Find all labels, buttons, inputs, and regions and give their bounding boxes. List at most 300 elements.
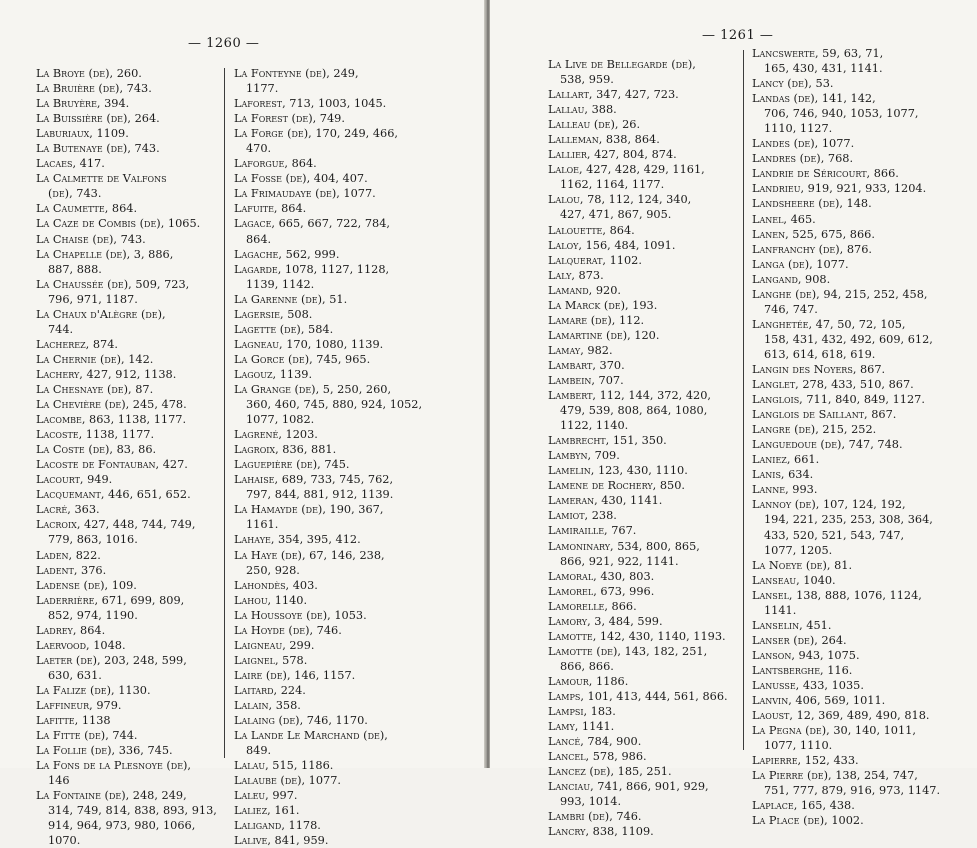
index-entry	[752, 422, 940, 437]
index-entry-text: Lanen, 525, 675, 866.	[752, 227, 875, 241]
index-entry	[752, 151, 940, 166]
index-entry	[752, 196, 940, 211]
index-entry-text: Laloy, 156, 484, 1091.	[548, 238, 676, 252]
index-entry-continuation: 796, 971, 1187.	[48, 292, 138, 306]
index-entry-continuation: 1070.	[48, 834, 81, 848]
index-entry-continuation: 314, 749, 814, 838, 893, 913,	[48, 804, 217, 818]
index-entry-text: Lallier, 427, 804, 874.	[548, 148, 677, 162]
index-entry-text: Lamelin, 123, 430, 1110.	[548, 464, 688, 478]
index-entry-text: Ladrey, 864.	[36, 623, 106, 637]
index-entry	[234, 668, 422, 683]
index-entry-text: Lalaube (de), 1077.	[234, 774, 342, 788]
index-entry-text: Lalau, 515, 1186.	[234, 759, 334, 773]
index-column	[548, 57, 728, 839]
index-entry	[234, 728, 422, 758]
index-entry-text: Lacoste, 1138, 1177.	[36, 428, 155, 442]
index-entry-text: La Fons de la Plesnoye (de),	[36, 759, 192, 773]
index-entry-text: Lamartine (de), 120.	[548, 328, 660, 342]
index-entry	[234, 442, 422, 457]
index-entry	[36, 111, 217, 126]
index-column	[752, 46, 940, 828]
index-entry-text: Lamay, 982.	[548, 343, 613, 357]
index-entry-text: Lalleau (de), 26.	[548, 118, 641, 132]
index-entry	[234, 111, 422, 126]
index-entry	[548, 749, 728, 764]
index-entry	[752, 136, 940, 151]
index-entry-text: Lanson, 943, 1075.	[752, 648, 860, 662]
index-entry-text: Langre (de), 215, 252.	[752, 423, 877, 437]
index-entry-text: Lahondès, 403.	[234, 578, 318, 592]
index-entry-text: Lacquemant, 446, 651, 652.	[36, 488, 191, 502]
index-entry-text: Lalouette, 864.	[548, 223, 635, 237]
index-entry-text: Lacroix, 427, 448, 744, 749,	[36, 518, 196, 532]
index-entry-text: Lamoral, 430, 803.	[548, 569, 655, 583]
index-entry	[234, 833, 422, 848]
index-entry-text: Lamy, 1141.	[548, 720, 615, 734]
index-entry-text: Laervood, 1048.	[36, 638, 126, 652]
index-entry-text: Lancy (de), 53.	[752, 77, 834, 91]
index-entry-text: La Chapelle (de), 3, 886,	[36, 247, 174, 261]
index-entry-text: Lambrecht, 151, 350.	[548, 434, 667, 448]
index-entry	[548, 192, 728, 222]
index-entry-continuation: 866, 921, 922, 1141.	[560, 554, 679, 568]
index-entry-text: La Caze de Combis (de), 1065.	[36, 217, 201, 231]
index-entry	[548, 87, 728, 102]
index-entry-continuation: 613, 614, 618, 619.	[764, 347, 876, 361]
index-entry	[548, 539, 728, 569]
index-entry	[548, 117, 728, 132]
index-entry	[752, 753, 940, 768]
index-entry-text: Laplace, 165, 438.	[752, 799, 855, 813]
index-entry-continuation: 360, 460, 745, 880, 924, 1052,	[246, 398, 423, 412]
index-entry-continuation: 849.	[246, 744, 272, 758]
index-entry	[752, 633, 940, 648]
index-entry	[548, 599, 728, 614]
index-entry-text: Laloe, 427, 428, 429, 1161,	[548, 163, 705, 177]
index-entry	[752, 813, 940, 828]
index-entry	[548, 57, 728, 87]
index-entry-text: La Lande Le Marchand (de),	[234, 729, 388, 743]
index-entry-text: Langin des Noyers, 867.	[752, 362, 886, 376]
index-entry	[752, 317, 940, 362]
index-entry	[548, 147, 728, 162]
index-entry-text: Lambein, 707.	[548, 373, 624, 387]
index-entry-text: Lanselin, 451.	[752, 618, 832, 632]
index-entry-text: Lamare (de), 112.	[548, 313, 645, 327]
index-entry-text: Laniez, 661.	[752, 453, 820, 467]
page-number: — 1261 —	[702, 28, 774, 43]
index-column	[36, 66, 217, 848]
index-entry	[548, 644, 728, 674]
index-entry-text: Lampsi, 183.	[548, 705, 616, 719]
index-entry-text: Lagroix, 836, 881.	[234, 443, 337, 457]
index-entry-text: Laleu, 997.	[234, 789, 298, 803]
index-entry	[548, 298, 728, 313]
index-entry	[548, 493, 728, 508]
index-entry-text: Lamiraille, 767.	[548, 524, 637, 538]
index-entry	[234, 201, 422, 216]
index-entry-text: Lanel, 465.	[752, 212, 816, 226]
index-entry-text: Laignel, 578.	[234, 653, 308, 667]
index-entry	[234, 171, 422, 186]
index-entry	[548, 824, 728, 839]
index-entry-continuation: 1162, 1164, 1177.	[560, 178, 665, 192]
index-entry-continuation: 1177.	[246, 82, 279, 96]
index-entry-text: Lafuite, 864.	[234, 202, 307, 216]
index-entry	[234, 788, 422, 803]
index-entry-text: Laigneau, 299.	[234, 638, 315, 652]
column-divider	[743, 50, 744, 750]
index-entry	[548, 132, 728, 147]
index-entry	[752, 46, 940, 76]
index-entry-text: Laoust, 12, 369, 489, 490, 818.	[752, 709, 930, 723]
index-entry	[752, 467, 940, 482]
index-entry	[36, 517, 217, 547]
index-entry	[752, 452, 940, 467]
index-entry	[234, 66, 422, 96]
page-number: — 1260 —	[188, 36, 260, 51]
index-entry-text: Lagache, 562, 999.	[234, 247, 340, 261]
index-entry-text: La Falize (de), 1130.	[36, 683, 151, 697]
index-entry-text: Lanser (de), 264.	[752, 633, 847, 647]
index-entry	[548, 433, 728, 448]
index-entry-text: Lamotte, 142, 430, 1140, 1193.	[548, 629, 726, 643]
index-entry	[234, 653, 422, 668]
index-entry	[548, 313, 728, 328]
index-entry-text: Lancel, 578, 986.	[548, 750, 647, 764]
index-entry-text: Lallart, 347, 427, 723.	[548, 88, 679, 102]
index-entry-text: La Bruyère, 394.	[36, 97, 130, 111]
index-entry-text: Langand, 908.	[752, 272, 831, 286]
index-column	[234, 66, 422, 848]
index-entry	[36, 623, 217, 638]
index-entry	[752, 91, 940, 136]
index-entry-continuation: 538, 959.	[560, 73, 614, 87]
index-entry-continuation: 993, 1014.	[560, 795, 622, 809]
index-entry	[548, 508, 728, 523]
index-entry-text: Landrie de Séricourt, 866.	[752, 167, 899, 181]
index-entry	[36, 442, 217, 457]
index-entry-text: Lamps, 101, 413, 444, 561, 866.	[548, 689, 728, 703]
index-entry-text: Landas (de), 141, 142,	[752, 92, 876, 106]
index-entry-text: Lamorelle, 866.	[548, 599, 637, 613]
index-entry	[548, 719, 728, 734]
index-entry	[234, 532, 422, 547]
index-entry-continuation: 1122, 1140.	[560, 419, 629, 433]
index-entry	[234, 352, 422, 367]
index-entry	[234, 593, 422, 608]
index-entry-text: Lahaise, 689, 733, 745, 762,	[234, 473, 394, 487]
index-entry	[752, 362, 940, 377]
index-entry	[548, 764, 728, 779]
index-entry	[752, 573, 940, 588]
index-entry-text: Lalain, 358.	[234, 698, 301, 712]
index-entry-text: La Forge (de), 170, 249, 466,	[234, 127, 399, 141]
index-entry-text: Lamory, 3, 484, 599.	[548, 614, 663, 628]
index-entry-text: Lagouz, 1139.	[234, 367, 313, 381]
index-entry	[752, 497, 940, 557]
index-entry-text: Lansel, 138, 888, 1076, 1124,	[752, 588, 922, 602]
index-entry-text: Langlois, 711, 840, 849, 1127.	[752, 393, 925, 407]
index-entry	[36, 563, 217, 578]
index-entry-text: Lancez (de), 185, 251.	[548, 765, 672, 779]
index-entry	[752, 227, 940, 242]
index-entry-text: Lancswerte, 59, 63, 71,	[752, 47, 884, 60]
index-entry	[234, 307, 422, 322]
index-entry-continuation: 158, 431, 432, 492, 609, 612,	[764, 332, 933, 346]
index-entry	[36, 126, 217, 141]
index-entry-text: Laligand, 1178.	[234, 819, 321, 833]
index-entry-continuation: 1077, 1205.	[764, 543, 833, 557]
index-entry-text: Lagneau, 170, 1080, 1139.	[234, 337, 384, 351]
index-entry-text: Landes (de), 1077.	[752, 137, 855, 151]
index-entry-text: Languedoue (de), 747, 748.	[752, 438, 903, 452]
index-entry-text: Ladense (de), 109.	[36, 578, 137, 592]
index-entry-text: La Fonteyne (de), 249,	[234, 67, 359, 80]
index-entry	[548, 704, 728, 719]
index-entry	[548, 809, 728, 824]
index-entry-continuation: 1110, 1127.	[764, 122, 833, 136]
index-entry-text: La Grange (de), 5, 250, 260,	[234, 382, 392, 396]
index-entry-text: Lagersie, 508.	[234, 307, 313, 321]
index-entry-text: Lalquerat, 1102.	[548, 253, 642, 267]
index-entry-text: La Noeye (de), 81.	[752, 558, 853, 572]
index-entry-text: La Caumette, 864.	[36, 202, 138, 216]
index-entry-text: Lanseau, 1040.	[752, 573, 836, 587]
index-entry-text: Lanciau, 741, 866, 901, 929,	[548, 780, 709, 794]
index-entry-text: Lalleman, 838, 864.	[548, 133, 660, 147]
index-entry-text: Lacombe, 863, 1138, 1177.	[36, 413, 187, 427]
index-entry	[752, 242, 940, 257]
index-entry	[548, 102, 728, 117]
index-entry	[36, 232, 217, 247]
index-entry	[752, 287, 940, 317]
index-entry-continuation: 852, 974, 1190.	[48, 608, 138, 622]
index-entry	[36, 758, 217, 788]
index-entry-text: La Chaussée (de), 509, 723,	[36, 277, 190, 291]
index-entry-text: La Live de Bellegarde (de),	[548, 58, 696, 71]
index-entry-continuation: 470.	[246, 142, 272, 156]
index-entry-text: Lancé, 784, 900.	[548, 735, 642, 749]
index-entry-text: La Fosse (de), 404, 407.	[234, 172, 368, 186]
index-entry-text: La Buissière (de), 264.	[36, 112, 160, 126]
index-entry	[36, 788, 217, 848]
index-entry	[36, 367, 217, 382]
index-entry-text: Lamene de Rochery, 850.	[548, 479, 685, 493]
index-entry	[234, 367, 422, 382]
index-entry-continuation: 887, 888.	[48, 262, 102, 276]
index-entry	[36, 171, 217, 201]
index-entry	[548, 373, 728, 388]
right-page	[490, 0, 977, 839]
index-entry	[548, 463, 728, 478]
index-entry-text: Ladent, 376.	[36, 563, 107, 577]
index-entry	[548, 779, 728, 809]
index-entry-text: Lambert, 112, 144, 372, 420,	[548, 389, 711, 403]
index-entry	[752, 768, 940, 798]
index-entry-text: Laforest, 713, 1003, 1045.	[234, 97, 387, 111]
index-entry-text: Lagette (de), 584.	[234, 322, 334, 336]
index-entry-continuation: 479, 539, 808, 864, 1080,	[560, 404, 708, 418]
index-entry-text: Lachery, 427, 912, 1138.	[36, 367, 177, 381]
index-entry	[234, 262, 422, 292]
index-entry-continuation: 1161.	[246, 518, 279, 532]
index-entry	[752, 392, 940, 407]
index-entry-text: Landrieu, 919, 921, 933, 1204.	[752, 182, 927, 196]
index-entry-text: La Chaise (de), 743.	[36, 232, 146, 246]
index-entry-text: Lambart, 370.	[548, 358, 625, 372]
index-entry	[548, 268, 728, 283]
index-entry-continuation: 779, 863, 1016.	[48, 533, 138, 547]
index-entry-text: La Garenne (de), 51.	[234, 292, 348, 306]
index-entry	[36, 352, 217, 367]
index-entry-text: Lambri (de), 746.	[548, 810, 642, 824]
index-entry	[36, 728, 217, 743]
index-entry-text: Lamoninary, 534, 800, 865,	[548, 539, 700, 553]
index-entry-text: La Chaux d'Alègre (de),	[36, 307, 166, 321]
index-entry	[752, 663, 940, 678]
index-entry-text: La Hoyde (de), 746.	[234, 623, 342, 637]
index-entry-continuation: 1077, 1110.	[764, 739, 833, 753]
index-entry-text: Lalaing (de), 746, 1170.	[234, 714, 368, 728]
index-entry-text: Lancry, 838, 1109.	[548, 825, 654, 839]
index-entry-text: Lannoy (de), 107, 124, 192,	[752, 498, 906, 512]
index-entry-text: La Frimaudaye (de), 1077.	[234, 187, 376, 201]
index-entry	[36, 247, 217, 277]
index-entry	[36, 307, 217, 337]
column-divider	[224, 68, 225, 758]
index-entry-text: Lamour, 1186.	[548, 674, 629, 688]
index-entry	[548, 238, 728, 253]
index-entry-continuation: 706, 746, 940, 1053, 1077,	[764, 107, 919, 121]
index-entry-text: Lanfranchy (de), 876.	[752, 242, 873, 256]
index-entry	[548, 478, 728, 493]
index-entry-text: Laderrière, 671, 699, 809,	[36, 593, 185, 607]
index-entry-text: Lacherez, 874.	[36, 337, 118, 351]
index-entry	[548, 253, 728, 268]
index-entry-text: Laburiaux, 1109.	[36, 127, 129, 141]
index-entry-continuation: 146	[48, 774, 70, 788]
index-entry-text: La Bruière (de), 743.	[36, 82, 152, 96]
index-entry	[234, 457, 422, 472]
index-entry	[234, 623, 422, 638]
index-entry-text: La Coste (de), 83, 86.	[36, 443, 157, 457]
index-entry-text: Lahaye, 354, 395, 412.	[234, 533, 361, 547]
index-entry-text: Lamiot, 238.	[548, 509, 617, 523]
index-entry-text: Lanvin, 406, 569, 1011.	[752, 694, 886, 708]
index-entry	[752, 588, 940, 618]
index-entry-text: Laly, 873.	[548, 268, 604, 282]
index-entry-continuation: 1141.	[764, 603, 797, 617]
index-entry-text: Lamand, 920.	[548, 283, 621, 297]
index-entry-text: Laire (de), 146, 1157.	[234, 668, 356, 682]
index-entry-text: La Pierre (de), 138, 254, 747,	[752, 769, 918, 783]
index-entry-text: La Fontaine (de), 248, 249,	[36, 789, 187, 803]
index-entry	[36, 216, 217, 231]
index-entry-text: Lapierre, 152, 433.	[752, 754, 859, 768]
index-entry	[234, 126, 422, 156]
index-entry	[548, 283, 728, 298]
index-entry	[548, 629, 728, 644]
index-entry-text: Laffineur, 979.	[36, 698, 122, 712]
index-entry-text: La Hamayde (de), 190, 367,	[234, 503, 384, 517]
index-entry-text: Langhe (de), 94, 215, 252, 458,	[752, 287, 928, 301]
index-entry	[234, 96, 422, 111]
index-entry	[36, 713, 217, 728]
index-entry	[36, 397, 217, 412]
index-entry-text: La Place (de), 1002.	[752, 814, 864, 828]
index-entry	[234, 683, 422, 698]
index-entry	[36, 277, 217, 307]
index-entry	[234, 382, 422, 427]
index-entry-text: Landsheere (de), 148.	[752, 197, 872, 211]
index-entry	[36, 141, 217, 156]
index-entry-text: Laguepière (de), 745.	[234, 458, 350, 472]
index-entry	[36, 382, 217, 397]
index-entry	[234, 773, 422, 788]
index-entry	[548, 388, 728, 433]
index-entry-continuation: 433, 520, 521, 543, 747,	[764, 528, 905, 542]
index-entry-text: Lantsberghe, 116.	[752, 663, 853, 677]
index-entry-continuation: 250, 928.	[246, 563, 300, 577]
index-entry	[36, 412, 217, 427]
index-entry	[548, 448, 728, 463]
index-entry	[36, 743, 217, 758]
index-entry-text: Lacourt, 949.	[36, 473, 113, 487]
index-entry-text: Laden, 822.	[36, 548, 101, 562]
index-entry	[752, 181, 940, 196]
index-entry-text: Lanusse, 433, 1035.	[752, 678, 864, 692]
index-entry	[36, 502, 217, 517]
index-entry	[234, 578, 422, 593]
index-entry	[548, 162, 728, 192]
index-entry	[752, 798, 940, 813]
index-entry	[36, 427, 217, 442]
index-entry	[234, 337, 422, 352]
index-entry	[752, 257, 940, 272]
index-entry-continuation: (de), 743.	[48, 187, 102, 201]
index-entry-text: La Forest (de), 749.	[234, 112, 345, 126]
index-entry	[234, 322, 422, 337]
left-page	[0, 0, 486, 848]
index-entry-text: Lamotte (de), 143, 182, 251,	[548, 644, 708, 658]
index-entry-text: Lamorel, 673, 996.	[548, 584, 655, 598]
index-entry	[36, 638, 217, 653]
index-entry	[548, 223, 728, 238]
index-entry	[548, 358, 728, 373]
index-entry	[234, 247, 422, 262]
index-entry	[548, 584, 728, 599]
index-entry	[548, 343, 728, 358]
index-entry	[548, 569, 728, 584]
index-entry	[234, 156, 422, 171]
index-entry-text: La Pegna (de), 30, 140, 1011,	[752, 724, 916, 738]
index-entry-text: Langlet, 278, 433, 510, 867.	[752, 378, 914, 392]
index-entry	[36, 683, 217, 698]
index-entry	[36, 653, 217, 683]
index-entry	[234, 818, 422, 833]
index-entry-continuation: 751, 777, 879, 916, 973, 1147.	[764, 784, 941, 798]
index-entry	[36, 578, 217, 593]
index-entry	[548, 734, 728, 749]
index-entry-text: La Houssoye (de), 1053.	[234, 608, 367, 622]
index-entry	[752, 437, 940, 452]
index-entry	[234, 548, 422, 578]
index-entry-text: La Broye (de), 260.	[36, 67, 142, 80]
index-entry-text: La Butenaye (de), 743.	[36, 142, 160, 156]
index-entry-text: Laliez, 161.	[234, 804, 300, 818]
index-entry-continuation: 864.	[246, 232, 272, 246]
